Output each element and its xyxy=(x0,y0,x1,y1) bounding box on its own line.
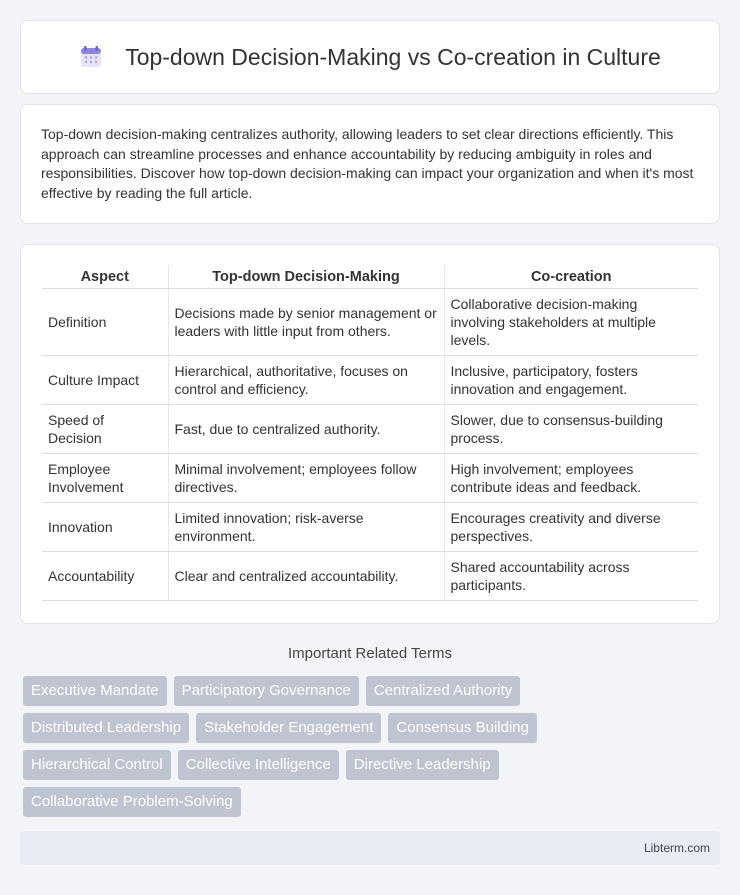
tag-executive-mandate[interactable]: Executive Mandate xyxy=(23,676,167,706)
tag-collaborative-problem-solving[interactable]: Collaborative Problem-Solving xyxy=(23,787,241,817)
table-row xyxy=(42,454,698,503)
tag-hierarchical-control[interactable]: Hierarchical Control xyxy=(23,750,171,780)
tag-directive-leadership[interactable]: Directive Leadership xyxy=(346,750,499,780)
table-row xyxy=(42,405,698,454)
table-row xyxy=(42,356,698,405)
table-cell-top-down: Hierarchical, authoritative, focuses on control and efficiency. xyxy=(168,356,444,405)
table-cell-co-creation: High involvement; employees contribute ideas and feedback. xyxy=(444,454,698,503)
table-cell-aspect: Culture Impact xyxy=(42,356,168,405)
comparison-table-card xyxy=(20,244,720,624)
table-cell-top-down: Clear and centralized accountability. xyxy=(168,552,444,601)
header-co-creation: Co-creation xyxy=(444,265,698,289)
tag-consensus-building[interactable]: Consensus Building xyxy=(388,713,537,743)
header-top-down: Top-down Decision-Making xyxy=(168,265,444,289)
tag-stakeholder-engagement[interactable]: Stakeholder Engagement xyxy=(196,713,381,743)
table-cell-co-creation: Slower, due to consensus-building process. xyxy=(444,405,698,454)
footer-site-link[interactable]: Libterm.com xyxy=(643,841,710,855)
intro-card xyxy=(20,104,720,224)
table-cell-aspect: Definition xyxy=(42,289,168,356)
tag-centralized-authority[interactable]: Centralized Authority xyxy=(366,676,520,706)
table-row xyxy=(42,552,698,601)
table-cell-top-down: Limited innovation; risk-averse environment. xyxy=(168,503,444,552)
table-cell-top-down: Fast, due to centralized authority. xyxy=(168,405,444,454)
table-cell-top-down: Decisions made by senior management or leaders with little input from others. xyxy=(168,289,444,356)
tag-row xyxy=(23,750,723,780)
tag-row xyxy=(23,787,723,817)
table-cell-top-down: Minimal involvement; employees follow directives. xyxy=(168,454,444,503)
calendar-icon xyxy=(79,45,103,69)
comparison-table xyxy=(42,265,698,601)
tag-participatory-governance[interactable]: Participatory Governance xyxy=(174,676,359,706)
table-cell-co-creation: Encourages creativity and diverse perspectives. xyxy=(444,503,698,552)
table-cell-aspect: Accountability xyxy=(42,552,168,601)
table-cell-aspect: Employee Involvement xyxy=(42,454,168,503)
tag-row xyxy=(23,713,723,743)
table-cell-aspect: Innovation xyxy=(42,503,168,552)
tag-collective-intelligence[interactable]: Collective Intelligence xyxy=(178,750,339,780)
table-cell-co-creation: Collaborative decision-making involving stakeholders at multiple levels. xyxy=(444,289,698,356)
header-card xyxy=(20,20,720,94)
intro-text: Top-down decision-making centralizes authority, allowing leaders to set clear directions efficiently. This approach can streamline processes and enhance accountability by reducing ambiguity in roles and responsibilities. Discover how top-down decision-making can impact your organization and when it's most effective by reading the full article. xyxy=(41,126,694,201)
page-title: Top-down Decision-Making vs Co-creation in Culture xyxy=(125,43,661,70)
related-terms-tags xyxy=(23,676,723,824)
footer xyxy=(20,831,720,865)
tag-distributed-leadership[interactable]: Distributed Leadership xyxy=(23,713,189,743)
table-row xyxy=(42,503,698,552)
table-row xyxy=(42,289,698,356)
table-cell-aspect: Speed of Decision xyxy=(42,405,168,454)
header-aspect: Aspect xyxy=(42,265,168,289)
tag-row xyxy=(23,676,723,706)
related-terms-title: Important Related Terms xyxy=(288,645,452,662)
table-header-row xyxy=(42,265,698,289)
table-cell-co-creation: Inclusive, participatory, fosters innovation and engagement. xyxy=(444,356,698,405)
table-cell-co-creation: Shared accountability across participants. xyxy=(444,552,698,601)
